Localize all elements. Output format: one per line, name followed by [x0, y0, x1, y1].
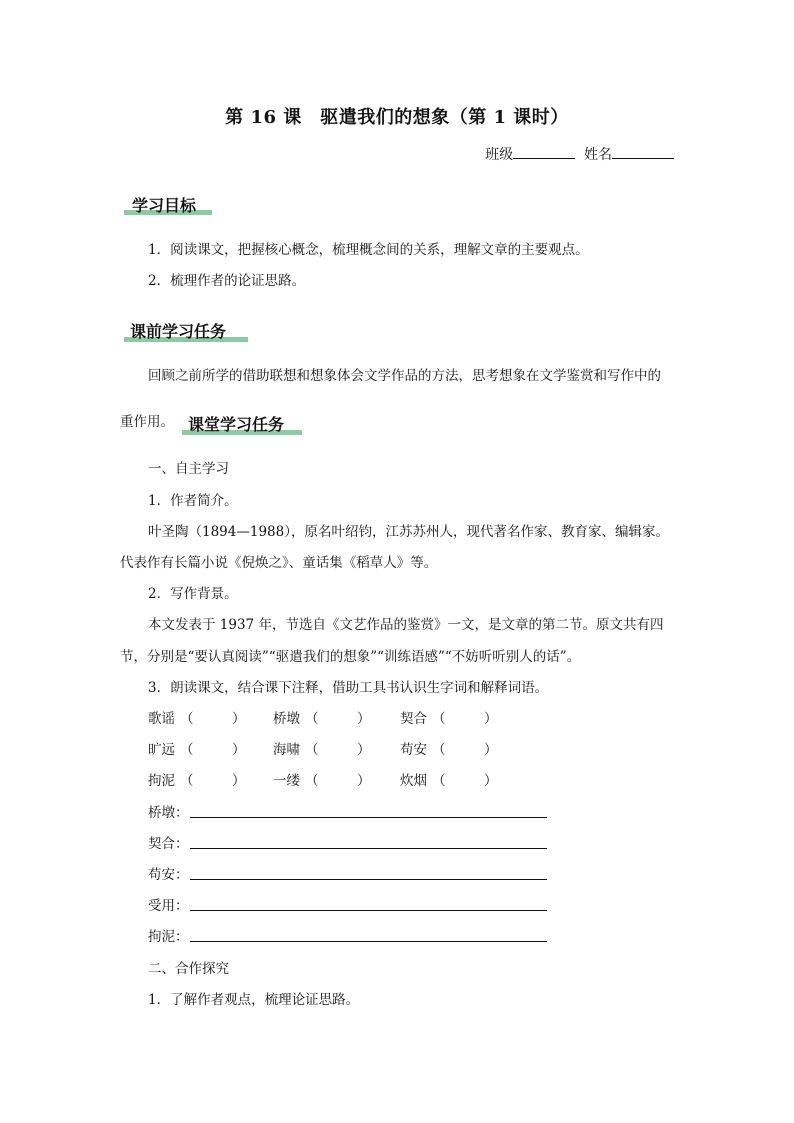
pinyin-blank-open[interactable]: （: [305, 773, 319, 789]
author-intro-text-cont: 代表作有长篇小说《倪焕之》、童话集《稻草人》等。: [120, 555, 438, 571]
definition-answer-line[interactable]: [190, 848, 547, 849]
author-intro-text: 叶圣陶（1894—1988），原名叶绍钧，江苏苏州人，现代著名作家、教育家、编辑家。: [148, 524, 669, 540]
definition-answer-line[interactable]: [190, 817, 547, 818]
preclass-text-cont: 重作用。: [120, 414, 174, 430]
section-self-study: 一、自主学习: [148, 461, 229, 477]
background-text-cont: 节，分别是“要认真阅读”“驱遣我们的想象”“训练语感”“不妨听听别人的话”。: [120, 649, 581, 665]
word-item: 炊烟: [400, 773, 427, 789]
page-title: 第 16 课 驱遣我们的想象（第 1 课时）: [225, 107, 569, 128]
pinyin-blank-close: ）: [484, 742, 498, 758]
definition-label: 契合：: [148, 836, 189, 852]
background-title: 2．写作背景。: [148, 586, 238, 602]
pinyin-blank-open[interactable]: （: [305, 742, 319, 758]
inclass-heading: 课堂学习任务: [188, 415, 285, 434]
pinyin-blank-close: ）: [357, 773, 371, 789]
pinyin-blank-close: ）: [484, 773, 498, 789]
pinyin-blank-open[interactable]: （: [432, 773, 446, 789]
class-label: 班级: [485, 147, 514, 163]
word-item: 拘泥: [148, 773, 175, 789]
definition-label: 拘泥：: [148, 929, 189, 945]
pinyin-blank-close: ）: [357, 742, 371, 758]
definition-answer-line[interactable]: [190, 879, 547, 880]
pinyin-blank-open[interactable]: （: [180, 773, 194, 789]
word-item: 契合: [400, 711, 427, 727]
reading-task-title: 3．朗读课文，结合课下注释，借助工具书认识生字词和解释词语。: [148, 680, 549, 696]
preclass-text: 回顾之前所学的借助联想和想象体会文学作品的方法，思考想象在文学鉴赏和写作中的: [148, 368, 661, 384]
cooperative-task-title: 1．了解作者观点，梳理论证思路。: [148, 992, 360, 1008]
class-field[interactable]: [513, 144, 575, 159]
section-cooperative-inquiry: 二、合作探究: [148, 961, 229, 977]
name-field[interactable]: [612, 144, 674, 159]
definition-label: 桥墩：: [148, 805, 189, 821]
definition-label: 苟安：: [148, 867, 189, 883]
definition-label: 受用：: [148, 898, 189, 914]
pinyin-blank-open[interactable]: （: [305, 711, 319, 727]
word-item: 桥墩: [273, 711, 300, 727]
goal-item: 1．阅读课文，把握核心概念，梳理概念间的关系，理解文章的主要观点。: [148, 242, 589, 258]
goal-item: 2．梳理作者的论证思路。: [148, 273, 306, 289]
definition-answer-line[interactable]: [190, 910, 547, 911]
word-item: 海啸: [273, 742, 300, 758]
goals-heading: 学习目标: [132, 196, 197, 215]
pinyin-blank-close: ）: [232, 773, 246, 789]
definition-answer-line[interactable]: [190, 941, 547, 942]
word-item: 旷远: [148, 742, 175, 758]
pinyin-blank-close: ）: [484, 711, 498, 727]
preclass-heading: 课前学习任务: [130, 322, 227, 341]
pinyin-blank-close: ）: [357, 711, 371, 727]
word-item: 歌谣: [148, 711, 175, 727]
pinyin-blank-open[interactable]: （: [432, 711, 446, 727]
pinyin-blank-open[interactable]: （: [180, 742, 194, 758]
pinyin-blank-open[interactable]: （: [180, 711, 194, 727]
pinyin-blank-close: ）: [232, 711, 246, 727]
word-item: 一缕: [273, 773, 300, 789]
pinyin-blank-open[interactable]: （: [432, 742, 446, 758]
background-text: 本文发表于 1937 年，节选自《文艺作品的鉴赏》一文，是文章的第二节。原文共有四: [148, 617, 664, 633]
word-item: 苟安: [400, 742, 427, 758]
author-intro-title: 1．作者简介。: [148, 493, 238, 509]
pinyin-blank-close: ）: [232, 742, 246, 758]
student-info: [485, 144, 674, 164]
name-label: 姓名: [584, 147, 612, 163]
